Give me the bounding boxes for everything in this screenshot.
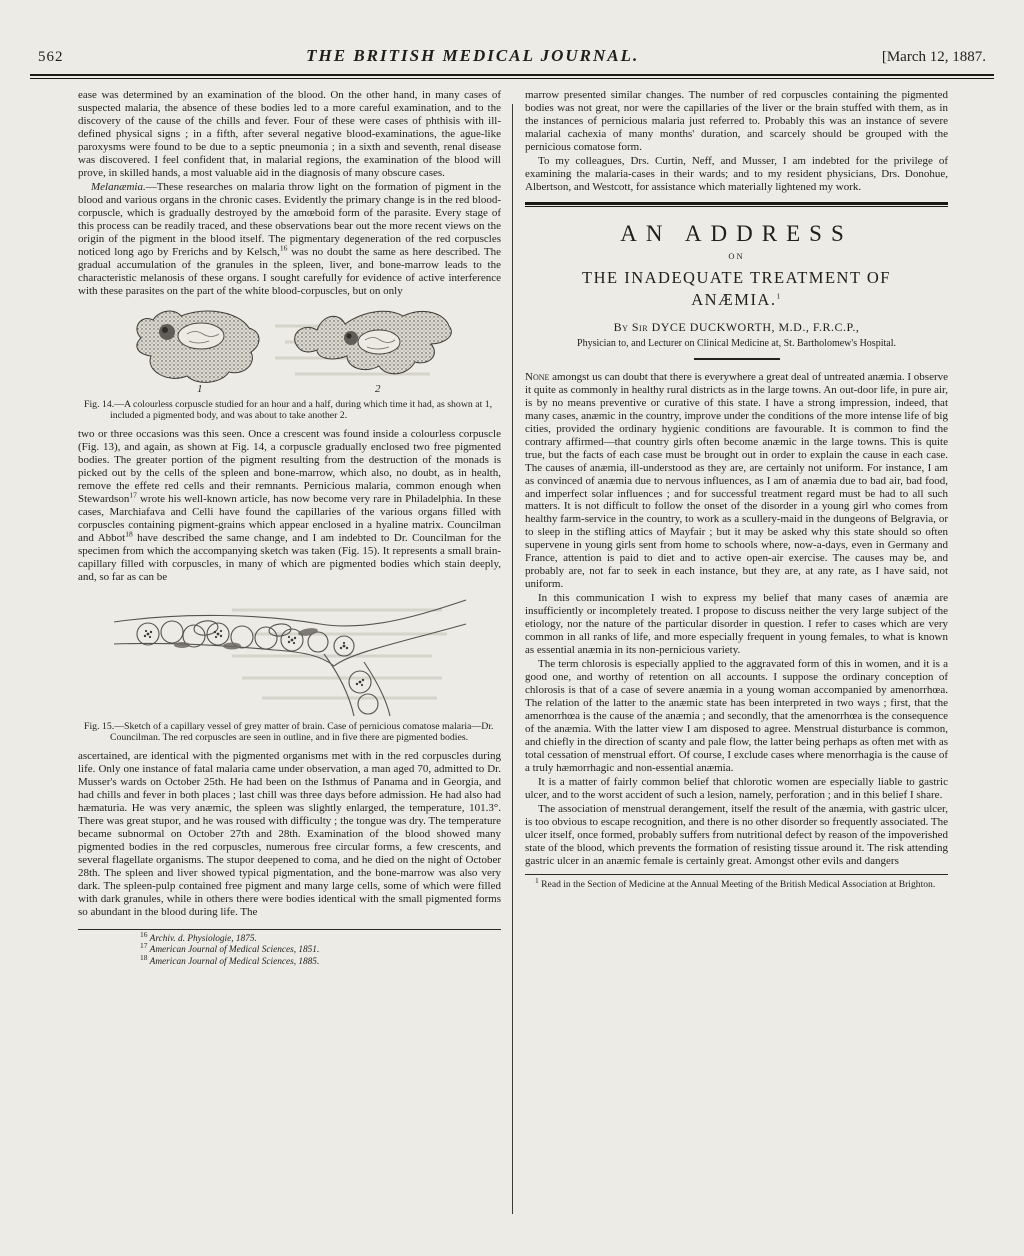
address-heading-block [525, 221, 948, 360]
address-title: AN ADDRESS [620, 220, 853, 246]
figure-14-caption: Fig. 14.—A colourless corpuscle studied for an hour and a half, during which time it had, as shown at 1, included a pigmented body, and was about to take another 2. [84, 398, 493, 422]
figure-15-illustration [78, 590, 501, 718]
footnote-ref-18: 18 [125, 529, 133, 539]
address-subtitle: THE INADEQUATE TREATMENT OF ANÆMIA.$^1$ [582, 267, 891, 310]
paragraph: It is a matter of fairly common belief that chlorotic women are especially liable to gastric ulcer, and to the worst accident of such a lesion, namely, perforation ; and in this belief I share. [525, 775, 948, 801]
left-column [78, 89, 501, 969]
byline: By Sir DYCE DUCKWORTH, M.D., F.R.C.P., [613, 320, 860, 335]
article-separator-rule [525, 202, 948, 207]
footnote-16: $^{16}$ Archiv. d. Physiologie, 1875. [140, 929, 257, 944]
paragraph: Melanæmia.—These researches on malaria throw light on the formation of pigment in the blood and various organs in the chronic cases. Evidently the primary change is in the red blood-corpuscle, which is gradually destroyed by the amœboid form of the parasite. Every stage of this process can be readily traced, and these observations bear out the more recent views on the origin of the pigment in the blood itself. The pigmentary degeneration of the red corpuscles noticed long ago by Frerichs and by Kelsch,$^{16}$ was no doubt the same as here described. The gradual accumulation of the granules in the spleen, liver, and bone-marrow leads to the characteristic melanosis of these organs. I sought carefully for evidence of active interference with these parasites on the part of the white blood-corpuscles, but on only [78, 180, 501, 297]
paragraph: To my colleagues, Drs. Curtin, Neff, and Musser, I am indebted for the privilege of examining the malaria-cases in their wards; and to my resident physicians, Drs. Donohue, Albertson, and Westcott, for assistance which materially lightened my work. [525, 154, 948, 193]
footnote-ref-1: 1 [776, 291, 782, 301]
figure-14-illustration [78, 304, 501, 396]
paragraph-lead-italic: Melanæmia. [91, 180, 146, 193]
paragraph-lead-smallcaps: None [525, 370, 550, 383]
figure-14-label-1: 1 [196, 382, 202, 395]
paragraph: marrow presented similar changes. The number of red corpuscles containing the pigmented bodies was not great, nor were the capillaries of the liver or the brain stuffed with them, as in the instances of pernicious malaria just referred to. Probably this was an instance of severe malarial cachexia of many months' duration, and scarcely should be grouped with the pernicious comatose form. [525, 89, 948, 153]
paragraph: In this communication I wish to express my belief that many cases of anæmia are insufficiently or incompletely treated. I propose to discuss neither the very large subject of the etiology, nor the nature of the particular disorder in question. I refer to cases which are very common in all ranks of life, and more especially frequent in young females, to what is known as essential anæmia in its non-pernicious variety. [525, 592, 948, 657]
page-number: 562 [38, 49, 64, 65]
footnote-ref-16: 16 [279, 242, 288, 252]
page-header [0, 0, 1024, 74]
footnote-17: $^{17}$ American Journal of Medical Sciences, 1851. [140, 941, 320, 956]
paragraph: ascertained, are identical with the pigmented organisms met with in the red corpuscles during life. Only one instance of fatal malaria came under observation, a man aged 70, admitted to Dr. Musser's wards on October 25th. He had been on the Isthmus of Panama and in Georgia, and had chills and fever in both places ; last chill was three days before admission. He had also had hæmaturia. He was very anæmic, the spleen was slightly enlarged, the temperature, 101.3°. There was great stupor, and he was roused with difficulty ; the tongue was dry. The temperature became subnormal on October 27th and 28th. Examination of the blood showed many pigmented bodies in the red corpuscles, numerous free circular forms, a few crescents, and several flagellate organisms. The stupor deepened to coma, and he died on the night of October 28th. The spleen and liver showed typical pigmentation, and the bone-marrow was also very dark. The spleen-pulp contained free pigment and many large cells, some of which were filled with dark granules, while in others there were bodies identical with the small pigmented forms so abundant in the blood during life. The [78, 750, 501, 918]
footnote-ref-17: 17 [129, 490, 137, 500]
footnote-1: $^1$ Read in the Section of Medicine at the Annual Meeting of the British Medical Association at Brighton. [535, 875, 936, 890]
footnote-18: $^{18}$ American Journal of Medical Sciences, 1885. [140, 952, 320, 967]
paragraph: The term chlorosis is especially applied to the aggravated form of this in women, and it is a good one, and worthy of retention on all accounts. I suppose the ordinary conception of chlorosis is that of a case of severe anæmia in a young woman accompanied by amenorrhœa. The relation of the latter to the anæmic state has been interpreted in two ways ; first, that the amenorrhœa is the cause of the anæmia ; and secondly, that the amenorrhœa is the consequence of the anæmia. With the latter view I am disposed to agree. Menstrual disturbance is common, and chiefly in the direction of scanty and pale flow, the latter being perhaps as often met with as total cessation of menstrual effort. Of course, I exclude cases where menorrhagia is the cause of a truly hæmorrhagic and non-essential anæmia. [525, 658, 948, 774]
issue-date: [March 12, 1887. [881, 49, 986, 65]
paragraph: The association of menstrual derangement, itself the result of the anæmia, with gastric ulcer, is too obvious to escape recognition, and there is no other disorder so frequently associated. The ulcer itself, once formed, probably suffers from nutritional defect by reason of the impoverished state of the blood, which prevents the formation of resisting tissue around it. The risk attending gastric ulcer in an anæmic female is certainly great. Amongst other evils and dangers [525, 802, 948, 867]
left-footnotes [78, 929, 501, 969]
paragraph: two or three occasions was this seen. Once a crescent was found inside a colourless corpuscle (Fig. 13), and again, as shown at Fig. 14, a corpuscle gradually enclosed two free pigmented bodies. The greater portion of the pigment resulting from the destruction of the monads is picked out by the cells of the spleen and bone-marrow, which also, no doubt, as in health, remove the effete red cells and their remnants. Pernicious malaria, common enough when Stewardson$^{17}$ wrote his well-known article, has now become very rare in Philadelphia. In these cases, Marchiafava and Celli have found the capillaries of the various organs filled with corpuscles containing pigment-grains which appear enclosed in a hyaline matrix. Councilman and Abbot$^{18}$ have described the same change, and I am indebted to Dr. Councilman for the specimen from which the accompanying sketch was taken (Fig. 15). It represents a small brain-capillary filled with corpuscles, in many of which are pigmented bodies which stain deeply, and, so far as can be [78, 428, 501, 583]
affiliation: Physician to, and Lecturer on Clinical Medicine at, St. Bartholomew's Hospital. [577, 338, 896, 350]
section-rule [694, 358, 780, 360]
figure-14-label-2: 2 [374, 382, 380, 395]
right-column [525, 89, 948, 969]
journal-title: THE BRITISH MEDICAL JOURNAL. [306, 46, 640, 65]
address-on: ON [728, 250, 745, 261]
figure-15-caption: Fig. 15.—Sketch of a capillary vessel of grey matter of brain. Case of pernicious comatose malaria—Dr. Councilman. The red corpuscles are seen in outline, and in five there are pigmented bodies. [84, 720, 494, 744]
right-footnote-block [525, 874, 948, 891]
column-divider [512, 104, 513, 1214]
paragraph: None amongst us can doubt that there is everywhere a great deal of untreated anæmia. I observe it quite as commonly in healthy rural districts as in the large towns. An out-door life, in pure air, is by no means preventive or curative of this state. I have a strong impression, indeed, that many cases, anæmic in the country, improve under the conditions of the more intense life of big cities, provided the ordinary hygienic conditions are favourable. It is common to find the contrary affirmed—that country girls often become anæmic in the large towns. This is quite true, but the facts of each case must be brought out in order to explain the cause in each case. The causes of anæmia, ill-understood as they are, are certainly not uniform. For instance, I am as convinced of anæmia due to nervous influences, as I am of anæmia due to bad air, bad food, and imperfect solar influences ; and for successful treatment regard must be had to all such matters. It is not difficult to follow the onset of the disorder in a young girl who comes from healthy farm-service in the country, to work as a scullery-maid in the dungeons of Belgravia, or to sleep in the stifling attics of Mayfair ; but it may be asked why this state should so often supervene in young girls sent from home to schools where, now-a-days, even in Germany and France, attention is paid to diet and to active open-air exercise. The causes may be, and probably are, not far to seek in each instance, but they are, at any rate, as I have said, not uniform. [525, 370, 948, 591]
paragraph: ease was determined by an examination of the blood. On the other hand, in many cases of suspected malaria, the absence of these bodies led to a more careful examination, and to the discovery of the cause of the chills and fever. Four of these were cases of phthisis with ill-defined physical signs ; in a fifth, after several negative blood-examinations, the ague-like paroxysms were found to be due to a septic pneumonia ; in a sixth and seventh, renal disease was discovered. I feel confident that, in malarial regions, the examination of the blood will prove, in skilled hands, a most valuable aid in the diagnosis of many obscure cases. [78, 89, 501, 179]
